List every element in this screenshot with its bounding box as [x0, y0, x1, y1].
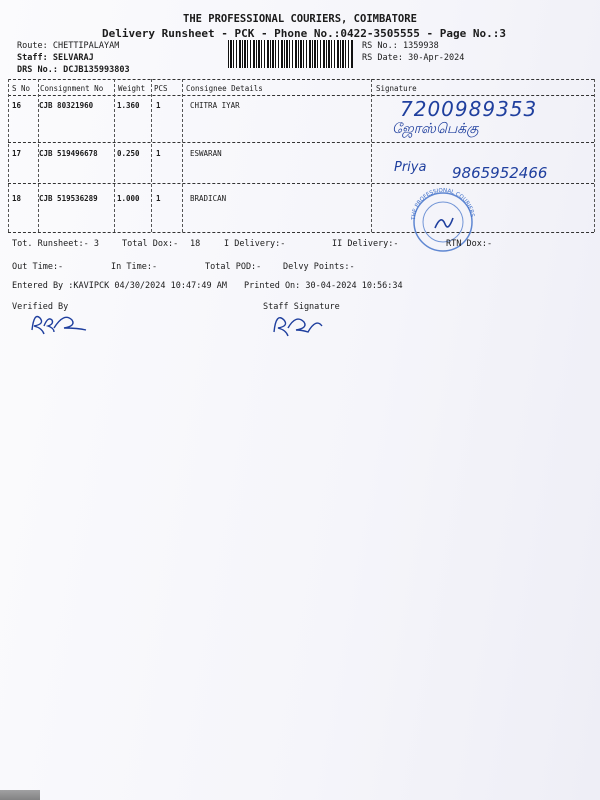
table-header-rule: [8, 95, 594, 96]
col-header-consignment: Consignment No: [40, 84, 104, 93]
route-value: CHETTIPALAYAM: [52, 41, 120, 51]
row-divider: [8, 142, 594, 143]
staff-line: [17, 53, 94, 63]
table-row-consignee: ESWARAN: [190, 149, 222, 158]
table-row-pcs: 1: [156, 149, 161, 158]
table-row-pcs: 1: [156, 101, 161, 110]
table-bottom-rule: [8, 232, 594, 233]
rs-date-value: 30-Apr-2024: [408, 53, 465, 63]
rs-date-line: [362, 53, 464, 63]
route-label: Route:: [17, 41, 48, 51]
rs-date-label: RS Date:: [362, 53, 403, 63]
staff-signature-mark: [270, 310, 330, 338]
table-row-weight: 1.000: [117, 194, 140, 203]
svg-text:THE PROFESSIONAL COURIERS: [411, 188, 475, 221]
drs-line: [17, 65, 130, 75]
entered-by: Entered By :KAVIPCK 04/30/2024 10:47:49 AM: [12, 281, 227, 291]
handwritten-phone-row16: 7200989353: [400, 97, 538, 121]
verified-by-label: Verified By: [12, 302, 69, 312]
table-row-weight: 0.250: [117, 149, 140, 158]
handwritten-name-row16: ஜோஸ்பெக்கு: [392, 121, 479, 137]
total-runsheet-label: Tot. Runsheet:- 3: [12, 239, 99, 249]
table-row-sno: 18: [12, 194, 22, 203]
in-time-label: In Time:-: [111, 262, 158, 272]
column-rule: [114, 79, 115, 232]
handwritten-sign-row17: Priya: [394, 160, 427, 175]
column-rule: [182, 79, 183, 232]
verified-by-signature: [26, 310, 96, 336]
out-time-label: Out Time:-: [12, 262, 64, 272]
table-row-sno: 17: [12, 149, 22, 158]
page-corner-shadow: [0, 790, 40, 800]
staff-label: Staff:: [17, 53, 48, 63]
col-header-weight: Weight: [118, 84, 146, 93]
handwritten-phone-row17: 9865952466: [452, 164, 548, 182]
table-row-pcs: 1: [156, 194, 161, 203]
column-rule: [594, 79, 595, 232]
table-row-weight: 1.360: [117, 101, 140, 110]
rs-no-label: RS No.:: [362, 41, 398, 51]
total-pod-label: Total POD:-: [205, 262, 262, 272]
column-rule: [8, 79, 9, 232]
delivery-points-label: Delvy Points:-: [283, 262, 355, 272]
runsheet-subtitle: Delivery Runsheet - PCK - Phone No.:0422-3505555 - Page No.:3: [102, 27, 506, 40]
barcode-image: [228, 40, 353, 68]
col-header-consignee: Consignee Details: [186, 84, 263, 93]
table-top-rule: [8, 79, 594, 80]
col-header-signature: Signature: [376, 84, 417, 93]
rs-no-value: 1359938: [402, 41, 439, 51]
staff-signature-label: Staff Signature: [263, 302, 340, 312]
table-row-sno: 16: [12, 101, 22, 110]
drs-label: DRS No.:: [17, 65, 58, 75]
printed-on: Printed On: 30-04-2024 10:56:34: [244, 281, 403, 291]
drs-value: DCJB135993803: [63, 65, 130, 75]
rtn-dox-label: RTN Dox:-: [446, 239, 493, 249]
table-row-consignment: CJB 519536289: [39, 194, 98, 203]
total-dox-value: 18: [190, 239, 201, 249]
route-line: [17, 41, 119, 51]
col-header-pcs: PCS: [154, 84, 168, 93]
total-dox-label: Total Dox:-: [122, 239, 179, 249]
rs-no-line: [362, 41, 439, 51]
col-header-sno: S No: [12, 84, 31, 93]
staff-value: SELVARAJ: [52, 53, 94, 63]
company-title: THE PROFESSIONAL COURIERS, COIMBATORE: [183, 13, 417, 25]
ii-delivery-label: II Delivery:-: [332, 239, 399, 249]
column-rule: [371, 79, 372, 232]
table-row-consignment: CJB 80321960: [39, 101, 94, 110]
table-row-consignee: BRADICAN: [190, 194, 227, 203]
table-row-consignment: CJB 519496678: [39, 149, 98, 158]
stamp-text: THE PROFESSIONAL COURIERS: [410, 187, 475, 221]
row-divider: [8, 183, 594, 184]
column-rule: [151, 79, 152, 232]
i-delivery-label: I Delivery:-: [224, 239, 286, 249]
table-row-consignee: CHITRA IYAR: [190, 101, 240, 110]
